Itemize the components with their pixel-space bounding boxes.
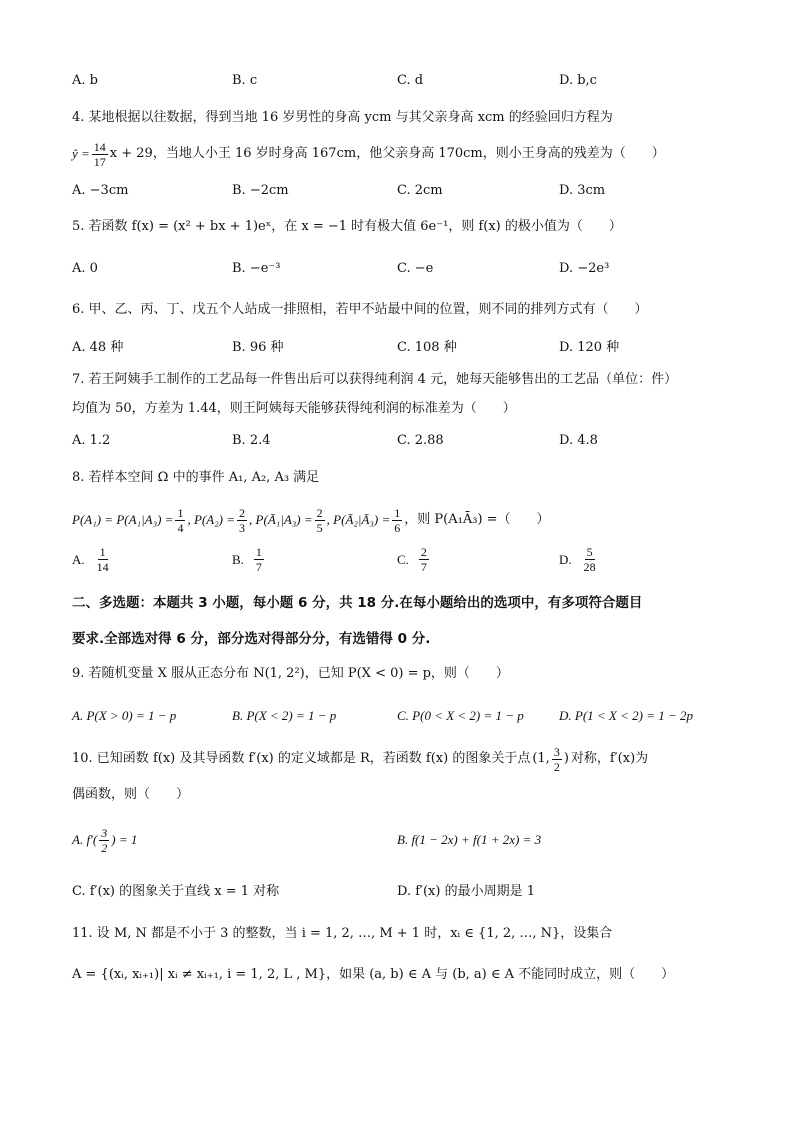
q8-frac-1-den: 4	[177, 520, 184, 535]
q6-option-c: C. 108 种	[397, 340, 457, 355]
q10-point-right: )	[563, 751, 569, 766]
q8-frac-4	[392, 506, 402, 535]
q8-condition	[72, 502, 734, 538]
q10-option-a-post: ) = 1	[111, 832, 138, 847]
q8-frac-3	[315, 506, 325, 535]
q8-option-c-num: 2	[420, 545, 427, 559]
q10-line1b: 对称，f′(x)为	[570, 751, 649, 766]
q7-option-c: C. 2.88	[397, 433, 444, 448]
q4-options	[72, 182, 732, 212]
q9-options	[72, 707, 732, 737]
q5-option-d: D. −2e³	[559, 261, 610, 276]
q4-option-d: D. 3cm	[559, 183, 606, 198]
q8-frac-4-num: 1	[394, 505, 401, 520]
q8-frac-2	[237, 506, 247, 535]
q10-point-frac	[552, 745, 562, 774]
q3-option-d: D. b,c	[559, 73, 597, 88]
q3-options	[72, 72, 732, 102]
q8-cond-a: P(A₁) = P(A₁|A₃) =	[72, 512, 174, 527]
q9-option-c: C. P(0 < X < 2) = 1 − p	[397, 708, 524, 723]
q3-option-a: A. b	[72, 73, 98, 88]
q8-frac-2-num: 2	[239, 505, 246, 520]
q8-option-b	[232, 545, 266, 574]
q9-option-d: D. P(1 < X < 2) = 1 − 2p	[559, 708, 694, 723]
q7-option-a: A. 1.2	[72, 433, 111, 448]
q8-option-d-label: D.	[559, 551, 572, 567]
q8-option-b-frac	[254, 545, 264, 574]
q8-cond-e: ，则 P(A₁Ā₃) =（ ）	[404, 512, 550, 527]
q10-line1	[72, 742, 734, 776]
q8-option-b-label: B.	[232, 551, 244, 567]
q4-option-c: C. 2cm	[397, 183, 443, 198]
q7-option-d: D. 4.8	[559, 433, 598, 448]
q4-eq-rest: x + 29，当地人小王 16 岁时身高 167cm，他父亲身高 170cm，则小王身高的残差为（ ）	[109, 146, 665, 161]
q10-point-left: (1,	[532, 751, 550, 766]
q3-option-b: B. c	[232, 73, 258, 88]
q10-option-c: C. f′(x) 的图象关于直线 x = 1 对称	[72, 884, 280, 899]
q8-option-a	[72, 545, 113, 574]
q8-frac-1	[175, 506, 185, 535]
q4-frac-den: 17	[93, 154, 106, 169]
q6-options	[72, 339, 732, 369]
section2-line2: 要求.全部选对得 6 分，部分选对得部分分，有选错得 0 分.	[72, 631, 431, 647]
q4-fraction	[92, 140, 108, 169]
section2-line1: 二、多选题：本题共 3 小题，每小题 6 分，共 18 分.在每小题给出的选项中，有多项符合题目	[72, 595, 643, 611]
q6-option-d: D. 120 种	[559, 340, 620, 355]
q8-option-c-den: 7	[420, 560, 427, 574]
q10-option-a-pre: A. f′(	[72, 832, 98, 847]
q10-options-cd	[72, 883, 732, 913]
q5-option-a: A. 0	[72, 261, 98, 276]
q8-option-d-num: 5	[586, 545, 593, 559]
q10-options-ab	[72, 822, 732, 858]
q4-eq-prefix: ŷ =	[72, 146, 90, 161]
q6-option-b: B. 96 种	[232, 340, 284, 355]
q7-option-b: B. 2.4	[232, 433, 271, 448]
q8-option-b-den: 7	[255, 560, 262, 574]
q11-line2: A = {(xᵢ, xᵢ₊₁)| xᵢ ≠ xᵢ₊₁, i = 1, 2, L , M}，如果 (a, b) ∈ A 与 (b, a) ∈ A 不能同时成立，则（ ）	[72, 967, 675, 982]
q3-option-c: C. d	[397, 73, 424, 88]
q8-cond-c: , P(Ā₁|A₃) =	[249, 512, 313, 527]
q7-options	[72, 432, 732, 462]
q10-point-frac-den: 2	[553, 759, 560, 774]
q4-frac-num: 14	[93, 139, 106, 154]
q10-option-b: B. f(1 − 2x) + f(1 + 2x) = 3	[397, 832, 542, 847]
q5-stem: 5. 若函数 f(x) = (x² + bx + 1)eˣ，在 x = −1 时有极大值 6e⁻¹，则 f(x) 的极小值为（ ）	[72, 219, 622, 234]
q8-frac-4-den: 6	[394, 520, 401, 535]
q8-option-c	[397, 545, 431, 574]
q10-option-a-frac	[99, 826, 109, 855]
q8-option-a-frac	[95, 545, 111, 574]
q10-option-a-frac-num: 3	[101, 825, 108, 840]
q4-option-b: B. −2cm	[232, 183, 289, 198]
q8-frac-3-den: 5	[316, 520, 323, 535]
q8-option-a-num: 1	[99, 545, 106, 559]
q10-line1a: 10. 已知函数 f(x) 及其导函数 f′(x) 的定义域都是 R，若函数 f(x) 的图象关于点	[72, 751, 531, 766]
q8-option-a-den: 14	[96, 560, 109, 574]
q7-line2: 均值为 50，方差为 1.44，则王阿姨每天能够获得纯利润的标准差为（ ）	[72, 401, 516, 416]
q8-frac-1-num: 1	[177, 505, 184, 520]
q9-option-a: A. P(X > 0) = 1 − p	[72, 708, 177, 723]
q5-options	[72, 260, 732, 290]
q5-option-c: C. −e	[397, 261, 434, 276]
q8-cond-b: , P(A₂) =	[187, 512, 236, 527]
q7-line1: 7. 若王阿姨手工制作的工艺品每一件售出后可以获得纯利润 4 元，她每天能够售出的工艺品（单位：件）	[72, 372, 678, 387]
q8-option-b-num: 1	[255, 545, 262, 559]
q8-option-a-label: A.	[72, 551, 85, 567]
q4-stem: 4. 某地根据以往数据，得到当地 16 岁男性的身高 ycm 与其父亲身高 xcm 的经验回归方程为	[72, 110, 613, 125]
q4-equation	[72, 137, 734, 171]
q9-option-b: B. P(X < 2) = 1 − p	[232, 708, 337, 723]
q8-option-d-den: 28	[583, 560, 596, 574]
q5-option-b: B. −e⁻³	[232, 261, 281, 276]
q10-point-frac-num: 3	[553, 744, 560, 759]
q8-stem: 8. 若样本空间 Ω 中的事件 A₁, A₂, A₃ 满足	[72, 470, 320, 485]
q10-option-a-frac-den: 2	[101, 840, 108, 855]
q8-cond-d: , P(Ā₂|Ā₃) =	[326, 512, 391, 527]
q10-option-d: D. f′(x) 的最小周期是 1	[397, 884, 535, 899]
q9-stem: 9. 若随机变量 X 服从正态分布 N(1, 2²)，已知 P(X < 0) = p，则（ ）	[72, 666, 509, 681]
q8-option-c-frac	[419, 545, 429, 574]
q8-frac-2-den: 3	[239, 520, 246, 535]
q8-option-d	[559, 545, 600, 574]
q11-line1: 11. 设 M, N 都是不小于 3 的整数，当 i = 1, 2, …, M + 1 时，xᵢ ∈ {1, 2, …, N}，设集合	[72, 926, 613, 941]
q8-options	[72, 545, 732, 581]
q4-option-a: A. −3cm	[72, 183, 129, 198]
q8-option-c-label: C.	[397, 551, 409, 567]
q6-stem: 6. 甲、乙、丙、丁、戊五个人站成一排照相，若甲不站最中间的位置，则不同的排列方式有（ ）	[72, 302, 648, 317]
q10-option-a	[72, 822, 137, 858]
q8-option-d-frac	[582, 545, 598, 574]
q8-frac-3-num: 2	[316, 505, 323, 520]
q6-option-a: A. 48 种	[72, 340, 124, 355]
q10-line2: 偶函数，则（ ）	[72, 787, 190, 802]
